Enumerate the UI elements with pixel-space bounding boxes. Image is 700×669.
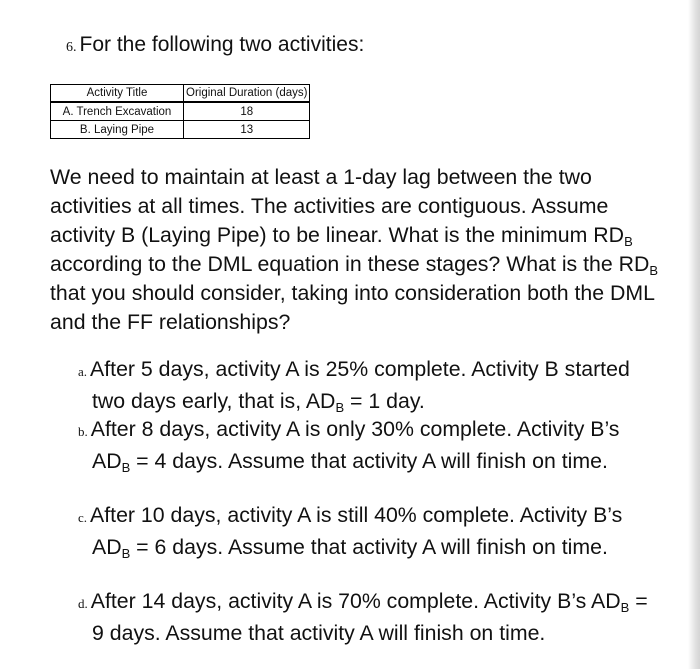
question-prompt: For the following two activities: — [79, 33, 365, 56]
paragraph-text: that you should consider, taking into consideration both the DML and the FF relationships? — [50, 281, 655, 334]
table-row — [51, 102, 310, 121]
activity-title-cell: B. Laying Pipe — [51, 121, 184, 139]
header-original-duration: Original Duration (days) — [184, 85, 310, 103]
item-letter: d. — [78, 596, 88, 611]
table-header-row — [51, 85, 310, 103]
subscript: B — [649, 263, 659, 278]
activity-title-cell: A. Trench Excavation — [51, 102, 184, 121]
question-heading — [66, 33, 364, 57]
list-item — [70, 415, 652, 475]
subscript: B — [335, 399, 345, 415]
item-letter: a. — [78, 364, 88, 379]
paragraph-text: according to the DML equation in these stages? What is the RD — [50, 252, 650, 276]
item-text: = 6 days. Assume that activity A will finish on time. — [130, 534, 608, 559]
paragraph-text: We need to maintain at least a 1-day lag between the two activities at all times. The activities are contiguous. Assume activity B (Laying Pipe) to be linear. What is the minimum RD — [50, 165, 625, 247]
subscript: B — [620, 600, 630, 615]
page-edge-shadow — [688, 0, 700, 669]
item-letter: b. — [78, 424, 88, 439]
activity-duration-cell: 18 — [184, 102, 310, 121]
item-text: After 8 days, activity A is only 30% complete. Activity B’s AD — [90, 417, 620, 473]
header-activity-title: Activity Title — [51, 85, 184, 103]
list-item — [70, 501, 652, 561]
item-text: = 9 days. Assume that activity A will finish on time. — [92, 589, 648, 645]
table-row — [51, 121, 310, 139]
item-letter: c. — [78, 510, 88, 525]
activities-table — [50, 84, 310, 139]
item-text: = 4 days. Assume that activity A will finish on time. — [130, 448, 608, 473]
problem-paragraph — [50, 163, 665, 337]
activity-duration-cell: 13 — [184, 121, 310, 139]
subscript: B — [624, 234, 633, 249]
item-text: = 1 day. — [344, 388, 425, 413]
item-text: After 5 days, activity A is 25% complete. Activity B started two days early, that is, AD — [90, 357, 630, 413]
subscript: B — [121, 459, 131, 475]
list-item — [70, 587, 652, 647]
item-text: After 14 days, activity A is 70% complete. Activity B’s AD — [90, 589, 621, 613]
item-text: After 10 days, activity A is still 40% complete. Activity B’s AD — [90, 503, 623, 559]
list-item — [70, 355, 652, 415]
question-number: 6. — [66, 40, 77, 55]
subscript: B — [121, 545, 131, 561]
